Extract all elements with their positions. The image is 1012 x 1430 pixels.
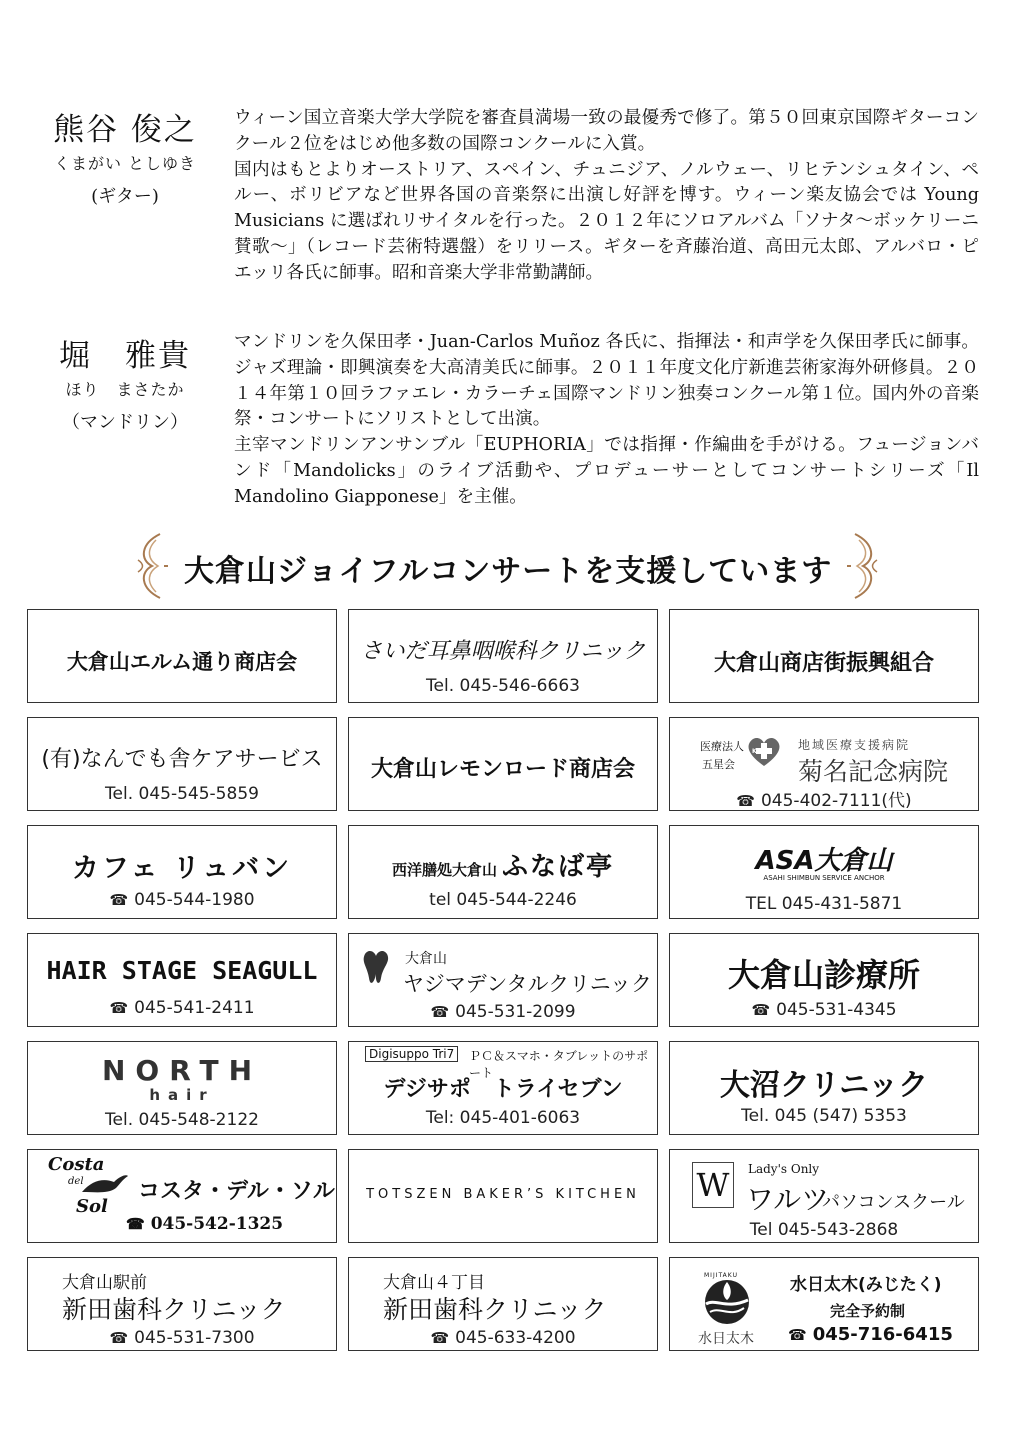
sponsor-name: 大沼クリニック [719, 1068, 929, 1103]
sponsor-tel-number: 045-531-4345 [776, 1000, 897, 1020]
phone-icon: ☎ [430, 1329, 450, 1347]
sponsor-tel [28, 998, 336, 1018]
phone-icon: ☎ [788, 1326, 807, 1344]
sponsor-card [669, 933, 979, 1027]
sponsor-name: ワルツ [746, 1183, 830, 1216]
sponsor-card [669, 1041, 979, 1135]
banner-title: 大倉山ジョイフルコンサートを支援しています [184, 554, 833, 589]
sponsor-subtitle: ASAHI SHIMBUN SERVICE ANCHOR [763, 874, 885, 882]
phone-icon: ☎ [430, 1003, 450, 1021]
sponsor-tel [28, 1328, 336, 1348]
sponsor-card [669, 825, 979, 919]
sponsor-card [27, 933, 337, 1027]
sponsor-name: 大倉山エルム通り商店会 [66, 650, 298, 674]
mijitaku-logo-text: 水日太木 [698, 1331, 754, 1347]
sponsor-card [669, 1257, 979, 1351]
tooth-icon [361, 948, 391, 988]
sponsor-name: TOTSZEN BAKER’S KITCHEN [366, 1187, 640, 1202]
hospital-group-label: 五星会 [702, 758, 735, 771]
sponsor-card [348, 933, 658, 1027]
sponsor-card [669, 717, 979, 811]
sponsor-tel [349, 1002, 657, 1022]
sponsor-card [27, 717, 337, 811]
sponsor-prefix: 西洋膳処大倉山 [391, 861, 497, 879]
sponsor-tel-number: 045-531-2099 [455, 1002, 576, 1022]
phone-icon: ☎ [109, 999, 129, 1017]
bio-paragraph: ウィーン国立音楽大学大学院を審査員満場一致の最優秀で修了。第５０回東京国際ギターコンクール２位をはじめ他多数の国際コンクールに入賞。 [234, 108, 979, 154]
sponsor-card [348, 1041, 658, 1135]
phone-icon: ☎ [751, 1001, 771, 1019]
sponsor-banner [130, 530, 890, 602]
hospital-subtitle: 地域医療支援病院 [798, 738, 911, 752]
sponsor-prefix: 大倉山駅前 [62, 1273, 147, 1293]
sponsor-name: ヤジマデンタルクリニック [403, 972, 652, 996]
sponsor-tel: Tel. 045 (547) 5353 [741, 1106, 907, 1126]
performer-kana: ほり まさたか [65, 380, 185, 399]
sponsor-name: 大倉山レモンロード商店会 [370, 757, 635, 782]
hospital-corp-label: 医療法人 [700, 740, 744, 753]
sponsor-tel: tel 045-544-2246 [429, 890, 577, 910]
sponsor-card [348, 717, 658, 811]
sponsor-name: 新田歯科クリニック [383, 1295, 607, 1324]
bio-paragraph: 国内はもとよりオーストリア、スペイン、チュニジア、ノルウェー、リヒテンシュタイン、ペルー、ボリビアなど世界各国の音楽祭に出演し好評を博す。ウィーン楽友協会では Young Musicians に選ばれリサイタルを行った。２０１２年にソロアルバム「ソナタ～ボッケリーニ賛歌～」（レコード芸術特選盤）をリリース。ギターを斉藤治道、高田元太郎、アルバロ・ピエッリ各氏に師事。昭和音楽大学非常勤講師。 [234, 159, 979, 283]
sponsor-name: デジサポ トライセブン [383, 1077, 623, 1102]
sponsor-tel [28, 890, 336, 910]
sponsor-name: さいだ耳鼻咽喉科クリニック [360, 639, 646, 664]
sponsor-tel: Tel. 045-546-6663 [426, 676, 580, 696]
sponsor-tel: Tel: 045-401-6063 [425, 1108, 581, 1128]
sponsor-tel-number: 045-541-2411 [134, 998, 255, 1018]
sponsor-card [348, 609, 658, 703]
sponsor-name: カフェ リュバン [71, 853, 293, 884]
hospital-logo-text: KMH [752, 748, 768, 755]
sponsor-card [27, 1257, 337, 1351]
sponsor-name: 大倉山商店街振興組合 [713, 651, 934, 676]
sponsor-tel [126, 1214, 283, 1234]
sponsor-card [348, 1257, 658, 1351]
sponsor-tel-number: 045-402-7111(代) [760, 791, 912, 811]
bio-paragraph: マンドリンを久保田孝・Juan-Carlos Muñoz 各氏に、指揮法・和声学を久保田孝氏に師事。ジャズ理論・即興演奏を大高清美氏に師事。２０１１年度文化庁新進芸術家海外研修員。２０１４年第１０回ラファエレ・カラーチェ国際マンドリン独奏コンクール第１位。国内外の音楽祭・コンサートにソリストとして出演。 [234, 332, 979, 430]
sponsor-prefix: 大倉山４丁目 [383, 1273, 485, 1293]
sponsor-card [348, 1149, 658, 1243]
phone-icon: ☎ [109, 1329, 129, 1347]
bio-paragraph: 主宰マンドリンアンサンブル「EUPHORIA」では指揮・作編曲を手がける。フュージョンバンド「Mandolicks」のライブ活動や、プロデューサーとしてコンサートシリーズ「Il Mandolino Giapponese」を主催。 [234, 435, 979, 507]
bio-name-column [40, 104, 210, 208]
sponsor-card [27, 825, 337, 919]
sponsor-name: NORTH [101, 1054, 263, 1087]
sponsor-name: 大倉山診療所 [727, 956, 920, 994]
bio-text [234, 330, 979, 511]
sponsor-tel-number: 045-542-1325 [150, 1214, 284, 1234]
sponsor-prefix: Lady's Only [748, 1162, 820, 1176]
sponsor-prefix: 大倉山 [405, 951, 447, 967]
sponsor-tel: Tel. 045-548-2122 [105, 1110, 259, 1130]
sponsor-name: 菊名記念病院 [798, 757, 949, 786]
costa-logo-mid: del [68, 1176, 84, 1187]
sponsor-tel [788, 1324, 953, 1345]
sponsor-name: ASA大倉山 [755, 846, 893, 876]
left-ornament-icon [130, 530, 170, 602]
sponsor-subtitle: hair [149, 1086, 215, 1104]
sponsor-tel [349, 1328, 657, 1348]
performer-instrument: (ギター) [91, 186, 159, 207]
sponsor-tel-number: 045-544-1980 [134, 890, 255, 910]
sponsor-card [27, 609, 337, 703]
sponsor-brand-tag: Digisuppo Tri7 [365, 1046, 458, 1062]
sponsor-name: 新田歯科クリニック [62, 1295, 286, 1324]
waltz-logo-icon: W [692, 1162, 734, 1208]
performer-name: 熊谷 俊之 [53, 112, 197, 148]
sponsor-tel-number: 045-716-6415 [812, 1324, 953, 1345]
costa-logo-top: Costa [48, 1154, 105, 1175]
sponsor-tel [670, 1000, 978, 1020]
sponsor-tel-number: 045-531-7300 [134, 1328, 255, 1348]
sponsor-tagline: ＰＣ＆スマホ・タブレットのサポート [469, 1049, 649, 1080]
performer-kana: くまがい としゆき [53, 154, 197, 173]
sponsor-name: 水日太木(みじたく) [790, 1275, 942, 1295]
mijitaku-logo-icon [700, 1278, 754, 1328]
sponsor-name: HAIR STAGE SEAGULL [46, 956, 318, 985]
sponsor-card [669, 609, 979, 703]
bio-name-column [40, 330, 210, 434]
costa-logo-bottom: Sol [76, 1196, 108, 1217]
sponsor-card [348, 825, 658, 919]
performer-name: 堀 雅貴 [59, 338, 191, 374]
phone-icon: ☎ [109, 891, 129, 909]
sponsor-card [27, 1041, 337, 1135]
sponsor-subtitle: 完全予約制 [830, 1302, 906, 1320]
right-ornament-icon [845, 530, 885, 602]
sponsor-card [669, 1149, 979, 1243]
sponsor-tel-number: 045-633-4200 [455, 1328, 576, 1348]
mijitaku-logo-label: MIJITAKU [704, 1272, 738, 1279]
phone-icon: ☎ [736, 792, 755, 810]
sponsor-tel [670, 786, 978, 811]
sponsor-tel: TEL 045-431-5871 [745, 894, 903, 914]
sponsor-name-row [349, 846, 657, 883]
sponsor-tel: Tel. 045-545-5859 [105, 784, 259, 804]
performer-instrument: （マンドリン） [62, 412, 188, 433]
sponsor-name: ふなば亭 [502, 852, 615, 882]
sponsor-tel: Tel 045-543-2868 [749, 1220, 899, 1240]
bio-text [234, 106, 979, 287]
phone-icon: ☎ [126, 1215, 145, 1233]
sponsor-card [27, 1149, 337, 1243]
sponsor-name: (有)なんでも舎ケアサービス [41, 747, 323, 772]
sponsor-name: コスタ・デル・ソル [138, 1179, 335, 1204]
sponsor-name-suffix: パソコンスクール [822, 1192, 965, 1213]
